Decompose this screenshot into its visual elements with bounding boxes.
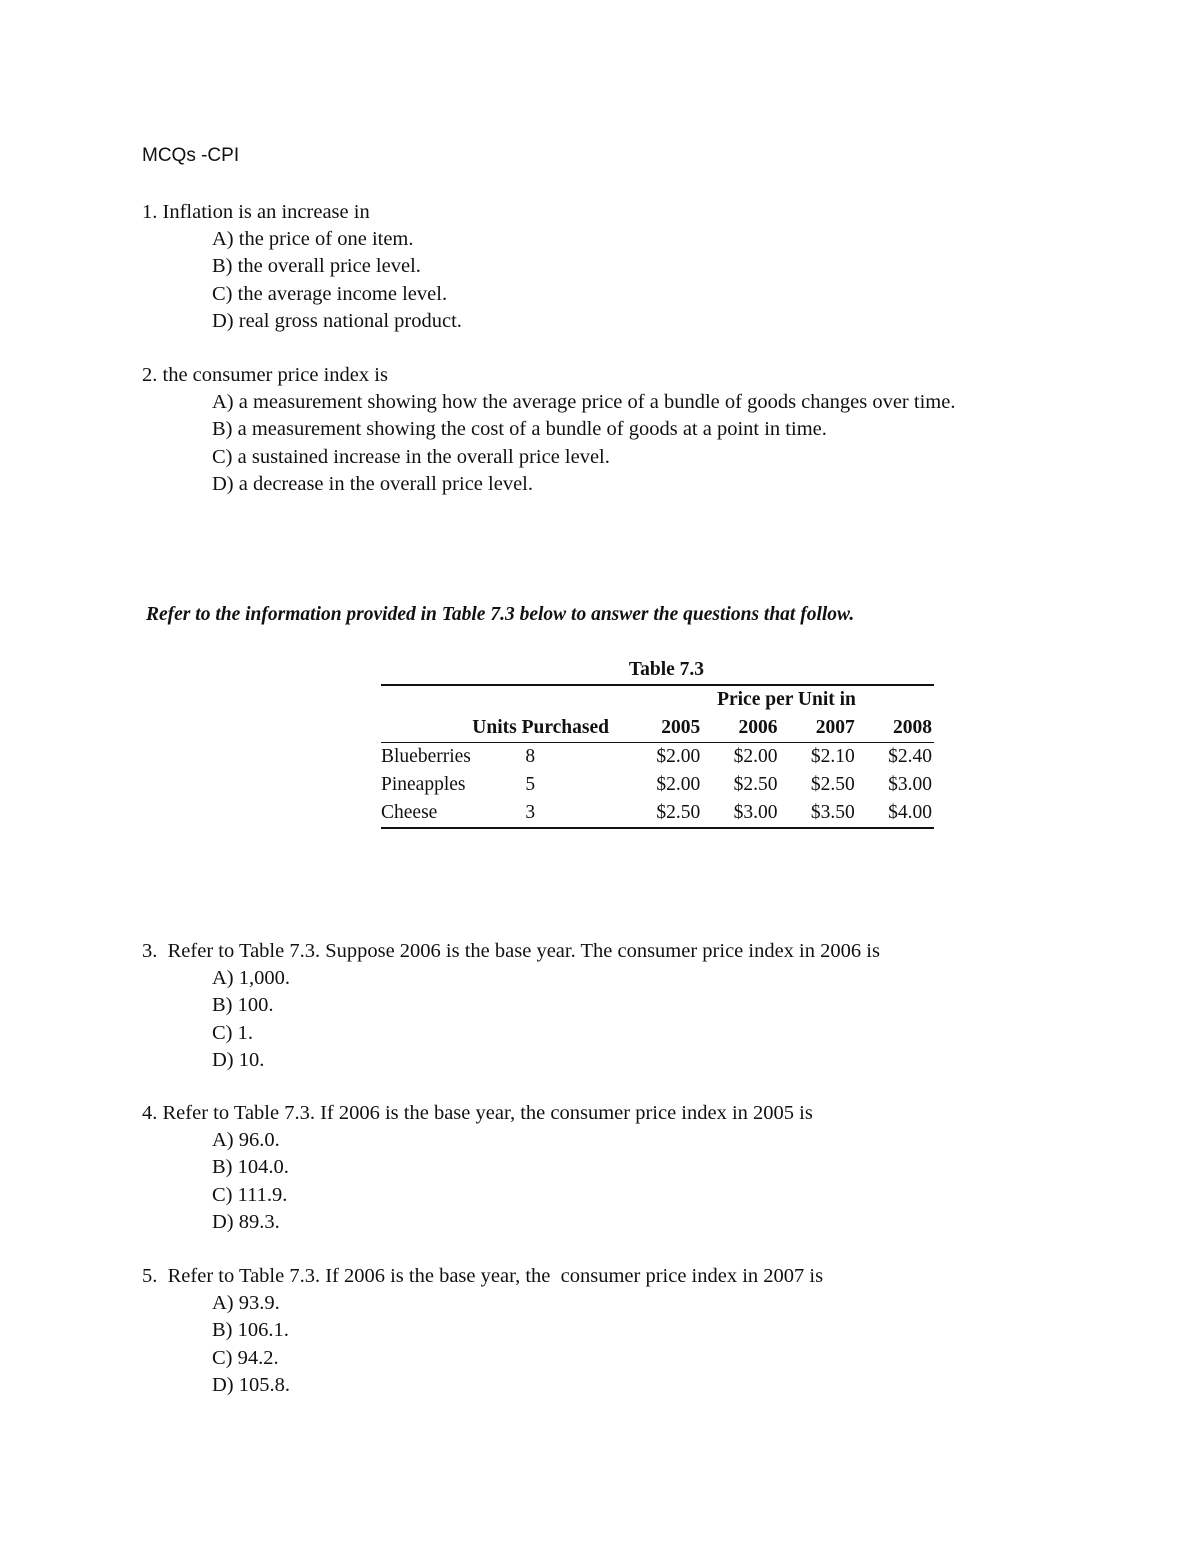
answer-option: C) the average income level. — [212, 282, 448, 305]
answer-option: D) real gross national product. — [212, 309, 462, 332]
item-name: Blueberries — [381, 746, 471, 767]
answer-option: A) 96.0. — [212, 1129, 280, 1152]
answer-option: C) 94.2. — [212, 1346, 279, 1369]
answer-option: D) 89.3. — [212, 1210, 280, 1233]
answer-option: B) the overall price level. — [212, 255, 421, 278]
question-stem: 5. Refer to Table 7.3. If 2006 is the base year, the consumer price index in 2007 is — [142, 1265, 824, 1287]
answer-option: A) a measurement showing how the average price of a bundle of goods changes over time. — [212, 391, 956, 414]
price-cell: $3.50 — [810, 802, 855, 823]
year-header: 2005 — [625, 714, 702, 743]
answer-option: C) 1. — [212, 1021, 253, 1044]
question-1 — [142, 199, 1042, 335]
price-cell: $2.50 — [656, 802, 701, 823]
price-cell: $2.50 — [810, 774, 855, 795]
table-caption: Table 7.3 — [628, 659, 705, 680]
units-value: 8 — [525, 746, 536, 767]
price-cell: $3.00 — [888, 774, 932, 795]
answer-option: D) 10. — [212, 1048, 265, 1071]
table-row — [381, 743, 934, 772]
answer-option: C) a sustained increase in the overall price level. — [212, 445, 610, 468]
question-stem: 1. Inflation is an increase in — [142, 201, 370, 223]
price-cell: $3.00 — [733, 802, 778, 823]
answer-option: B) 106.1. — [212, 1319, 289, 1342]
price-table — [381, 684, 934, 829]
price-cell: $2.00 — [733, 746, 778, 767]
answer-option: D) 105.8. — [212, 1373, 291, 1396]
price-cell: $2.00 — [656, 774, 701, 795]
question-2 — [142, 362, 1042, 498]
price-header: Price per Unit in — [717, 689, 856, 710]
answer-option: A) 93.9. — [212, 1292, 280, 1315]
question-stem: 4. Refer to Table 7.3. If 2006 is the base year, the consumer price index in 2005 is — [142, 1102, 813, 1124]
answer-option: C) 111.9. — [212, 1183, 288, 1206]
answer-option: A) 1,000. — [212, 967, 291, 990]
year-header: 2007 — [779, 714, 856, 743]
units-value: 3 — [525, 802, 536, 823]
table-instruction: Refer to the information provided in Table 7.3 below to answer the questions that follow. — [146, 604, 855, 625]
price-cell: $2.50 — [733, 774, 778, 795]
answer-option: B) 104.0. — [212, 1156, 289, 1179]
answer-option: B) a measurement showing the cost of a bundle of goods at a point in time. — [212, 418, 827, 441]
question-4 — [142, 1100, 1042, 1236]
answer-option: D) a decrease in the overall price level. — [212, 472, 533, 495]
table-row — [381, 799, 934, 828]
units-value: 5 — [525, 774, 536, 795]
units-header: Units Purchased — [381, 714, 625, 743]
table-header-row — [381, 685, 934, 714]
table-header-row — [381, 714, 934, 743]
question-stem: 2. the consumer price index is — [142, 364, 388, 386]
item-name: Pineapples — [381, 774, 466, 795]
document-title: MCQs -CPI — [142, 145, 240, 166]
question-5 — [142, 1263, 1042, 1399]
price-cell: $2.10 — [810, 746, 855, 767]
answer-option: A) the price of one item. — [212, 228, 414, 251]
price-cell: $2.40 — [888, 746, 932, 767]
price-table-block — [381, 656, 934, 829]
item-name: Cheese — [381, 802, 438, 823]
year-header: 2008 — [857, 714, 934, 743]
price-cell: $2.00 — [656, 746, 701, 767]
answer-option: B) 100. — [212, 994, 274, 1017]
question-stem: 3. Refer to Table 7.3. Suppose 2006 is the base year. The consumer price index in 2006 is — [142, 940, 880, 962]
table-row — [381, 771, 934, 799]
price-cell: $4.00 — [888, 802, 932, 823]
year-header: 2006 — [702, 714, 779, 743]
question-3 — [142, 938, 1042, 1074]
